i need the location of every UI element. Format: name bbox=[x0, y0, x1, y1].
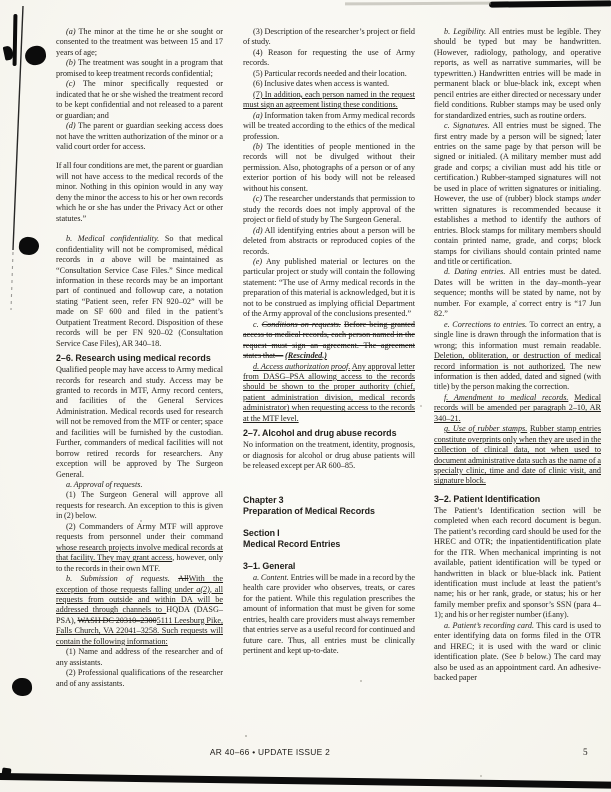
paragraph bbox=[243, 142, 415, 194]
text-run: To correct an entry, a single line is drawn through the information that is wrong; this information must remain readable. bbox=[434, 319, 602, 350]
paragraph bbox=[56, 365, 223, 480]
paragraph bbox=[243, 27, 415, 48]
paragraph-gap bbox=[243, 551, 415, 557]
text-run: d. Dating entries. bbox=[444, 267, 506, 277]
section-heading bbox=[243, 428, 415, 439]
paragraph bbox=[434, 424, 601, 487]
scan-bar-bottom bbox=[0, 773, 611, 788]
text-run: So that medical confidentiality will not be compromised, medical records in bbox=[56, 234, 224, 265]
text-run: (d) bbox=[66, 121, 76, 131]
text-run: a(2) bbox=[196, 584, 210, 594]
section-heading-line: Chapter 3 bbox=[243, 495, 284, 506]
text-run: 5111 Leesburg Pike, Falls Church, VA 22041–3258. Such requests will contain the following information: bbox=[56, 615, 223, 646]
paragraph bbox=[243, 573, 415, 657]
paragraph bbox=[243, 194, 415, 225]
section-heading-line: 2–7. Alcohol and drug abuse records bbox=[243, 428, 397, 439]
text-run: b. Legibility. bbox=[444, 27, 487, 36]
section-heading bbox=[434, 494, 601, 505]
paragraph bbox=[434, 267, 601, 319]
paragraph bbox=[56, 58, 223, 79]
text-column-center bbox=[243, 27, 415, 657]
text-column-right bbox=[434, 27, 601, 684]
text-run: g. Use of rubber stamps. bbox=[444, 424, 528, 434]
text-run: Conditions on requests. bbox=[261, 319, 341, 329]
paragraph bbox=[434, 506, 601, 621]
text-run: whose research projects involve medical records at that facility. They may grant access bbox=[56, 542, 223, 563]
text-run: (3) Description of the researcher’s project or field of study. bbox=[243, 27, 415, 47]
text-run: (Rescinded.) bbox=[284, 351, 328, 361]
text-run: With the exception of those requests falling under bbox=[56, 574, 223, 594]
text-run: (a) bbox=[66, 27, 76, 36]
text-run: The treatment was sought in a program that promised to keep treatment records confidential; bbox=[56, 58, 223, 78]
paragraph bbox=[56, 647, 223, 668]
paragraph bbox=[56, 668, 223, 689]
paragraph bbox=[243, 90, 415, 111]
paragraph bbox=[243, 69, 415, 79]
hole-punch-bottom bbox=[11, 677, 32, 696]
section-heading bbox=[243, 561, 415, 572]
text-run: written signatures is recommended because it establishes a method to identify the authors of entries. Block stamps for military members should contain printed name, grade, and corps; block stamps for civilians should contain printed name and title or certification. bbox=[434, 204, 601, 266]
text-run: The new information is then added, dated and signed (with title) by the person making the correction. bbox=[434, 361, 601, 392]
text-run: c. bbox=[253, 319, 262, 329]
text-run: WASH DC 20310–2300 bbox=[77, 615, 157, 625]
paragraph bbox=[56, 490, 223, 521]
section-heading bbox=[56, 353, 223, 364]
text-run: (4) Reason for requesting the use of Army records. bbox=[243, 47, 415, 68]
text-run: , all requests from outside and within DA will be addressed through channels to bbox=[56, 584, 223, 615]
text-run: Before being granted access to medical records, each person named in the request must sign an agreement. The agreement states that— bbox=[243, 319, 415, 361]
paragraph bbox=[56, 79, 223, 121]
paragraph bbox=[56, 234, 223, 349]
text-run: b. Submission of requests. bbox=[66, 574, 179, 584]
section-heading-line: 3–2. Patient Identification bbox=[434, 493, 541, 504]
paragraph-gap bbox=[56, 224, 223, 234]
text-run: (6) Inclusive dates when access is wanted. bbox=[253, 79, 390, 89]
text-run: (7) In addition, each person named in the request must sign an agreement listing these conditions. bbox=[243, 89, 415, 110]
text-run: (b) bbox=[253, 141, 263, 151]
text-run: Any approval letter from DASG–PSA allowing access to the records should be shown to the proper authority (chief, patient administration division, medical records administrator) when requesting access to the records at the MTF level. bbox=[243, 361, 416, 423]
text-run: (c) bbox=[253, 194, 263, 204]
text-run: below.) The card may also be used as an appointment card. An adhesive-backed paper bbox=[434, 652, 601, 683]
paragraph bbox=[56, 121, 223, 152]
text-run: f. Amendment to medical records. bbox=[444, 392, 569, 402]
text-run: (1) Name and address of the researcher and of any assistants. bbox=[56, 647, 223, 667]
text-run: This card is used to enter identifying data on forms filed in the OTR and HREC; it is used with the ward or clinic identification plate. (See bbox=[434, 620, 601, 662]
paragraph bbox=[243, 362, 415, 425]
text-run: Entries will be made in a record by the health care provider who observes, treats, or cares for the patient. While this regulation prescribes the amount of information that must be given for some entries, health care providers must always remember that entries serve as a useful record for continued and future care. Thus, all entries must be clinically pertinent and kept up-to-date. bbox=[243, 573, 415, 656]
footer-publication-id: AR 40–66 • UPDATE ISSUE 2 bbox=[209, 747, 331, 757]
hole-punch-top bbox=[24, 45, 47, 67]
paragraph bbox=[56, 161, 223, 224]
scan-streak-top-middle bbox=[345, 2, 491, 6]
paragraph bbox=[243, 226, 415, 257]
text-run: Qualified people may have access to Army medical records for research and study. Access may be granted to records in MTF, Army record centers, and facilities of the General Services Administration. Medical records used for research will not be removed from the MTF or center; space and facilities will be furnished by the custodian. Further, commanders of medical facilities will not borrow retired records for researchers. Any exception will be approved by The Surgeon General. bbox=[56, 365, 223, 479]
text-run: All entries must be dated. Dates will be written in the day–month–year sequence; months will be stated by name, not by number. For example, a correct entry is “17 Jun 82.” bbox=[434, 267, 602, 319]
text-run: (e) bbox=[253, 256, 263, 266]
text-run: b bbox=[519, 652, 524, 662]
text-column-left bbox=[56, 27, 223, 689]
text-run: All bbox=[178, 574, 189, 584]
text-run: The Patient’s Identification section will be completed when each record document is begun. The patient’s recording card should be used for the HREC and OTR; the inpatientidentification plate for the ITR. When mechanical imprinting is not available, patient identification will be typed or handwritten in black or blue-black ink. Patient identification must include at least the patient’s name; his or her rank, grade, or status; his or her family member prefix and sponsor’s SSN (para 4–1); and his or her register number (if any). bbox=[434, 505, 601, 620]
paragraph-gap bbox=[243, 518, 415, 524]
text-run: Medical records will be amended per paragraph 2–10, AR 340–21. bbox=[434, 392, 602, 423]
section-heading-line: 2–6. Research using medical records bbox=[56, 353, 211, 364]
text-run: No information on the treatment, identity, prognosis, or diagnosis for alcohol or drug abuse patients will be released except per AR 600–85. bbox=[243, 440, 415, 471]
text-run: (2) Professional qualifications of the researcher and of any assistants. bbox=[56, 668, 223, 688]
text-run: d. Access authorization proof. bbox=[253, 361, 351, 371]
paragraph bbox=[434, 393, 601, 424]
paragraph-gap bbox=[434, 487, 601, 490]
section-heading-line: 3–1. General bbox=[243, 561, 296, 572]
text-run: All entries must be legible. They should be typed but may be handwritten. (However, radiology, pathology, and operative reports, as well as narrative summaries, will be typewritten.) Handwritten entries will be made in permanent black or blue-black ink, except when pencil entries are either directed or necessary under field conditions. Rubber stamps may be used only for standardized entries, such as routine orders. bbox=[434, 27, 602, 120]
paragraph bbox=[243, 320, 415, 362]
paragraph bbox=[243, 48, 415, 69]
text-run: under bbox=[581, 194, 601, 204]
section-heading-line: Medical Record Entries bbox=[243, 539, 341, 550]
text-run: (c) bbox=[66, 79, 76, 89]
page-number: 5 bbox=[583, 747, 588, 757]
paragraph bbox=[56, 480, 223, 490]
paragraph bbox=[56, 27, 223, 58]
section-heading bbox=[243, 528, 415, 550]
section-heading bbox=[243, 495, 415, 517]
text-run: Rubber stamp entries constitute overprints only when they are used in the collection of clinical data, not when used to document administrative data such as the name of a specialty clinic, time and date of clinic visit, and signature block. bbox=[434, 424, 601, 486]
text-run: b. Medical confidentiality. bbox=[66, 234, 160, 244]
text-run: a. Approval of requests. bbox=[66, 480, 143, 490]
text-run: (2) Commanders of Army MTF will approve requests from personnel under their command bbox=[56, 521, 223, 542]
text-run: a. Patient’s recording card. bbox=[444, 620, 535, 630]
paragraph bbox=[56, 522, 223, 574]
paragraph bbox=[434, 320, 601, 393]
text-run: The identities of people mentioned in the records will not be divulged without their permission. Also, photographs of a person or of any exterior portion of his body will not be released without his consent. bbox=[243, 141, 415, 193]
text-run: If all four conditions are met, the parent or guardian will not have access to the medical records of the minor. Nothing in this opinion would in any way deny the minor the access to his or her own records which he or she has under the Privacy Act or other statutes.” bbox=[56, 161, 223, 223]
text-run: a. Content. bbox=[253, 573, 289, 583]
paragraph bbox=[243, 440, 415, 471]
paragraph bbox=[434, 121, 601, 267]
text-run: (1) The Surgeon General will approve all requests for research. An exception to this is given in (2) below. bbox=[56, 490, 223, 521]
scan-bar-bottom-tick bbox=[1, 767, 11, 776]
hole-punch-middle bbox=[18, 236, 40, 256]
paragraph bbox=[434, 27, 601, 121]
text-run: All entries must be signed. The first entry made by a person will be signed; later entries on the same page by that person will be signed or initialed. (A military member must add grade and corps; a civilian must add his title or certification.) Rubber-stamped signatures will not be used in place of written signatures or initialing. However, the use of (rubber) block stamps bbox=[434, 121, 601, 204]
text-run: Any published material or lectures on the particular project or study will contain the following statement: “The use of Army medical records in the preparation of this material is acknowledged, but it is not to be construed as implying official Department of the Army approval of the conclusions presented.” bbox=[243, 256, 415, 319]
text-run: The minor at the time he or she sought or consented to the treatment was between 15 and 17 years of age; bbox=[56, 27, 223, 57]
text-run: All identifying entries about a person will be deleted from abstracts or reproduced copies of the records. bbox=[243, 225, 415, 256]
text-run: a bbox=[100, 255, 105, 265]
paragraph bbox=[243, 111, 415, 142]
text-run: (d) bbox=[253, 225, 263, 235]
scan-edge-mark bbox=[12, 14, 17, 66]
paragraph-gap bbox=[243, 471, 415, 491]
paragraph bbox=[243, 257, 415, 320]
paragraph bbox=[243, 79, 415, 89]
text-run: The parent or guardian seeking access does not have the written authorization of the minor or a valid court order for access. bbox=[56, 121, 223, 151]
text-run: The researcher understands that permission to study the records does not imply approval of the project or field of study by The Surgeon General. bbox=[243, 194, 415, 225]
text-run: The minor specifically requested or indicated that he or she wished the treatment record to be kept confidential and not released to a parent or guardian; and bbox=[56, 79, 223, 120]
text-run: (5) Particular records needed and their location. bbox=[253, 68, 407, 78]
text-run: Information taken from Army medical records will be treated according to the ethics of the medical profession. bbox=[243, 110, 415, 141]
section-heading-line: Section I bbox=[243, 528, 280, 539]
text-run: (b) bbox=[66, 58, 76, 68]
text-run: Deletion, obliteration, or destruction of medical record information is not authorized. bbox=[434, 351, 601, 371]
text-run: HQDA (DASG–PSA), bbox=[56, 605, 223, 625]
text-run: (a) bbox=[253, 110, 263, 120]
text-run: above will be maintained as “Consultation Service Case Files.” Since medical information in these records may be an important part of continued and followup care, a notation stating “Patient seen, refer FN 920–02” will be made on SF 600 and filed in the patient’s Outpatient Treatment Record. Disposition of these records will be per FN 920–02 (Consultation Service Case Files), AR 340–18. bbox=[56, 255, 223, 348]
scan-streak-top-right bbox=[489, 0, 611, 7]
paragraph-gap bbox=[56, 152, 223, 161]
text-run: c. Signatures. bbox=[444, 121, 490, 131]
paragraph bbox=[434, 621, 601, 684]
text-run: e. Corrections to entries. bbox=[444, 319, 528, 329]
paragraph bbox=[56, 574, 223, 647]
section-heading-line: Preparation of Medical Records bbox=[243, 506, 375, 517]
text-run: , however, only to the records in their own MTF. bbox=[56, 553, 223, 573]
